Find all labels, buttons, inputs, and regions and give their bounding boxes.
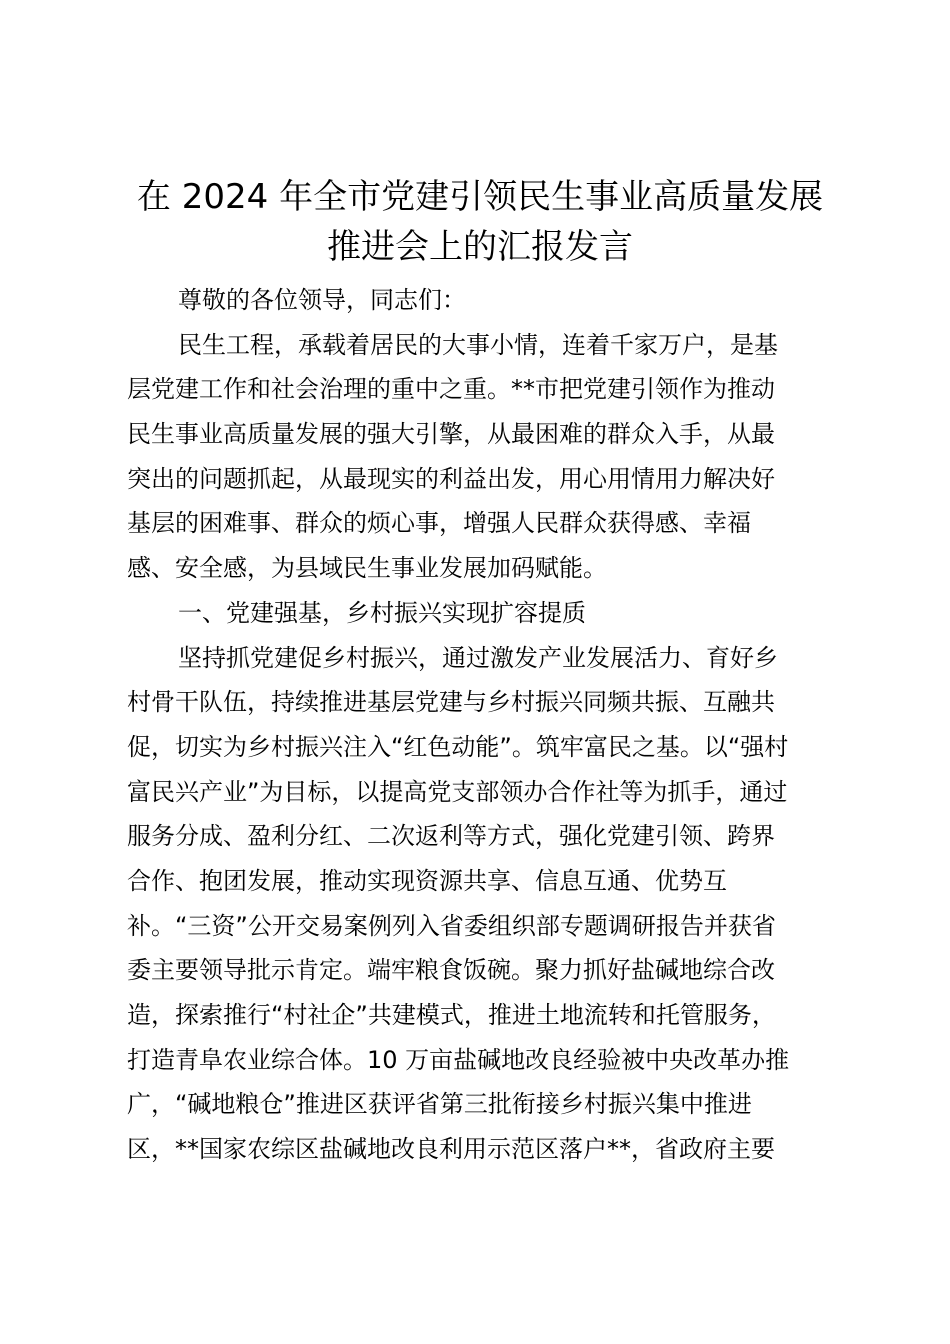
paragraph-2-line: 委主要领导批示肯定。端牢粮食饭碗。聚力抓好盐碱地综合改 — [127, 956, 775, 985]
paragraph-2-line: 打造青阜农业综合体。10 万亩盐碱地改良经验被中央改革办推 — [127, 1045, 790, 1074]
paragraph-1-line: 层党建工作和社会治理的重中之重。**市把党建引领作为推动 — [127, 375, 775, 404]
paragraph-1-line: 民生事业高质量发展的强大引擎，从最困难的群众入手，从最 — [127, 420, 775, 449]
paragraph-2-line: 富民兴产业”为目标，以提高党支部领办合作社等为抓手，通过 — [127, 777, 788, 806]
title-line-1: 在 2024 年全市党建引领民生事业高质量发展 — [136, 177, 824, 217]
paragraph-2-line: 区，**国家农综区盐碱地改良利用示范区落户**，省政府主要 — [127, 1135, 775, 1164]
document-title — [100, 172, 860, 272]
paragraph-2-line: 坚持抓党建促乡村振兴，通过激发产业发展活力、育好乡 — [178, 643, 778, 672]
paragraph-2-line: 补。“三资”公开交易案例列入省委组织部专题调研报告并获省 — [127, 911, 776, 940]
title-line-2: 推进会上的汇报发言 — [327, 227, 633, 267]
salutation: 尊敬的各位领导，同志们： — [178, 286, 466, 314]
paragraph-1-line: 突出的问题抓起，从最现实的利益出发，用心用情用力解决好 — [127, 464, 775, 493]
document-body — [127, 278, 832, 1172]
paragraph-2 — [127, 636, 832, 1172]
paragraph-1-line: 民生工程，承载着居民的大事小情，连着千家万户，是基 — [178, 330, 778, 359]
paragraph-2-line: 合作、抱团发展，推动实现资源共享、信息互通、优势互 — [127, 866, 727, 895]
paragraph-1-line: 基层的困难事、群众的烦心事，增强人民群众获得感、幸福 — [127, 509, 751, 538]
paragraph-2-line: 广，“碱地粮仓”推进区获评省第三批衔接乡村振兴集中推进 — [127, 1090, 752, 1119]
paragraph-1 — [127, 323, 832, 591]
paragraph-2-line: 促，切实为乡村振兴注入“红色动能”。筑牢富民之基。以“强村 — [127, 732, 789, 761]
section-1-heading: 一、党建强基，乡村振兴实现扩容提质 — [178, 598, 586, 627]
paragraph-2-line: 村骨干队伍，持续推进基层党建与乡村振兴同频共振、互融共 — [127, 688, 775, 717]
paragraph-2-line: 服务分成、盈利分红、二次返利等方式，强化党建引领、跨界 — [127, 822, 775, 851]
paragraph-2-line: 造，探索推行“村社企”共建模式，推进土地流转和托管服务， — [127, 1001, 776, 1029]
paragraph-1-line: 感、安全感，为县域民生事业发展加码赋能。 — [127, 554, 607, 583]
